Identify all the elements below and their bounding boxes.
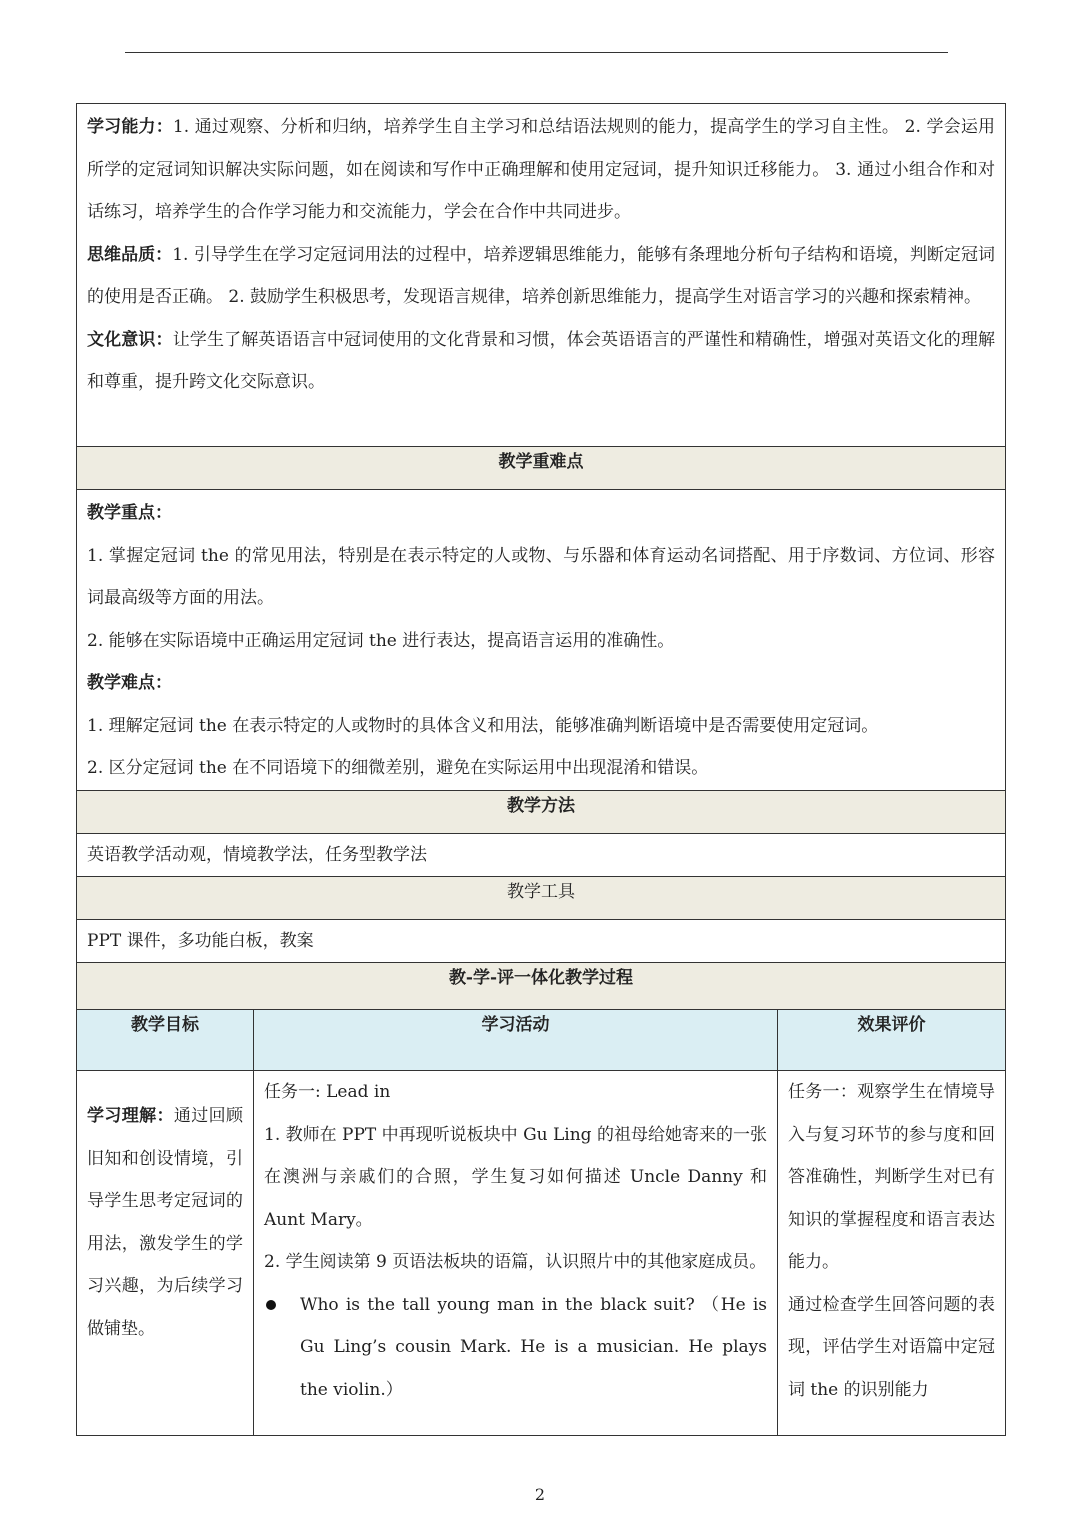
key-points-header-row: [77, 447, 1006, 490]
goal-cell: [77, 1071, 254, 1436]
cultural-awareness-text: 让学生了解英语语言中冠词使用的文化背景和习惯，体会英语语言的严谨性和精确性，增强对英语文化的理解和尊重，提升跨文化交际意识。: [87, 329, 996, 392]
thinking-quality-text: 1. 引导学生在学习定冠词用法的过程中，培养逻辑思维能力，能够有条理地分析句子结构和语境，判断定冠词的使用是否正确。 2. 鼓励学生积极思考，发现语言规律，培养创新思维能力，提高学生对语言学习的兴趣和探索精神。: [87, 244, 996, 307]
column-goal-header: 教学目标: [77, 1010, 254, 1071]
activity-cell: [254, 1071, 778, 1436]
lesson-plan-table: [76, 103, 1006, 1436]
focus-item-2: 2. 能够在实际语境中正确运用定冠词 the 进行表达，提高语言运用的准确性。: [87, 630, 675, 651]
page-number: 2: [534, 1485, 546, 1504]
evaluation-text-2: 通过检查学生回答问题的表现，评估学生对语篇中定冠词 the 的识别能力: [788, 1294, 996, 1400]
column-activity-header: 学习活动: [254, 1010, 778, 1071]
objectives-row: [77, 104, 1006, 447]
method-text: 英语教学活动观，情境教学法，任务型教学法: [77, 834, 1006, 877]
evaluation-text-1: 任务一：观察学生在情境导入与复习环节的参与度和回答准确性，判断学生对已有知识的掌握程度和语言表达能力。: [788, 1082, 996, 1272]
activity-step-1: 1. 教师在 PPT 中再现听说板块中 Gu Ling 的祖母给她寄来的一张在澳洲与亲戚们的合照，学生复习如何描述 Uncle Danny 和 Aunt Mary。: [264, 1124, 767, 1230]
key-points-cell: [77, 490, 1006, 791]
method-header-row: [77, 791, 1006, 834]
difficulty-item-1: 1. 理解定冠词 the 在表示特定的人或物时的具体含义和用法，能够准确判断语境中是否需要使用定冠词。: [87, 715, 879, 736]
tools-row: [77, 920, 1006, 963]
activity-title: 任务一: Lead in: [264, 1082, 391, 1102]
learning-ability-label: 学习能力：: [87, 117, 173, 137]
evaluation-cell: [778, 1071, 1006, 1436]
goal-text-block: [87, 1095, 243, 1350]
tools-header-row: [77, 877, 1006, 920]
key-points-row: [77, 490, 1006, 791]
method-row: [77, 834, 1006, 877]
column-evaluation-header: 效果评价: [778, 1010, 1006, 1071]
cultural-awareness-paragraph: [87, 319, 995, 404]
difficulty-item-2: 2. 区分定冠词 the 在不同语境下的细微差别，避免在实际运用中出现混淆和错误。: [87, 758, 709, 778]
tools-text: PPT 课件，多功能白板，教案: [77, 920, 1006, 963]
tools-heading: 教学工具: [77, 877, 1006, 920]
process-header-row: [77, 963, 1006, 1010]
method-heading: 教学方法: [77, 791, 1006, 834]
activity-bullet-item: [264, 1284, 767, 1412]
header-rule: [125, 52, 948, 53]
focus-label: 教学重点：: [87, 503, 172, 523]
activity-step-2: 2. 学生阅读第 9 页语法板块的语篇，认识照片中的其他家庭成员。: [264, 1252, 767, 1272]
goal-label: 学习理解：: [87, 1106, 174, 1126]
bullet-icon: [266, 1300, 276, 1310]
process-columns-row: [77, 1010, 1006, 1071]
focus-item-1: 1. 掌握定冠词 the 的常见用法，特别是在表示特定的人或物、与乐器和体育运动名词搭配、用于序数词、方位词、形容词最高级等方面的用法。: [87, 545, 996, 608]
goal-text: 通过回顾旧知和创设情境，引导学生思考定冠词的用法，激发学生的学习兴趣，为后续学习做铺垫。: [87, 1106, 243, 1339]
difficulty-label: 教学难点：: [87, 673, 172, 693]
activity-bullet-text: Who is the tall young man in the black suit? （He is Gu Ling’s cousin Mark. He is a musician. He plays the violin.）: [300, 1294, 767, 1400]
key-points-heading: 教学重难点: [77, 447, 1006, 490]
learning-ability-paragraph: [87, 106, 995, 234]
objectives-cell: [77, 104, 1006, 447]
process-heading: 教-学-评一体化教学过程: [77, 963, 1006, 1010]
process-row: [77, 1071, 1006, 1436]
thinking-quality-paragraph: [87, 234, 995, 319]
thinking-quality-label: 思维品质：: [87, 244, 173, 265]
cultural-awareness-label: 文化意识：: [87, 329, 173, 350]
learning-ability-text: 1. 通过观察、分析和归纳，培养学生自主学习和总结语法规则的能力，提高学生的学习自主性。 2. 学会运用所学的定冠词知识解决实际问题，如在阅读和写作中正确理解和使用定冠词，提升知识迁移能力。 3. 通过小组合作和对话练习，培养学生的合作学习能力和交流能力，学会在合作中共同进步。: [87, 117, 996, 222]
